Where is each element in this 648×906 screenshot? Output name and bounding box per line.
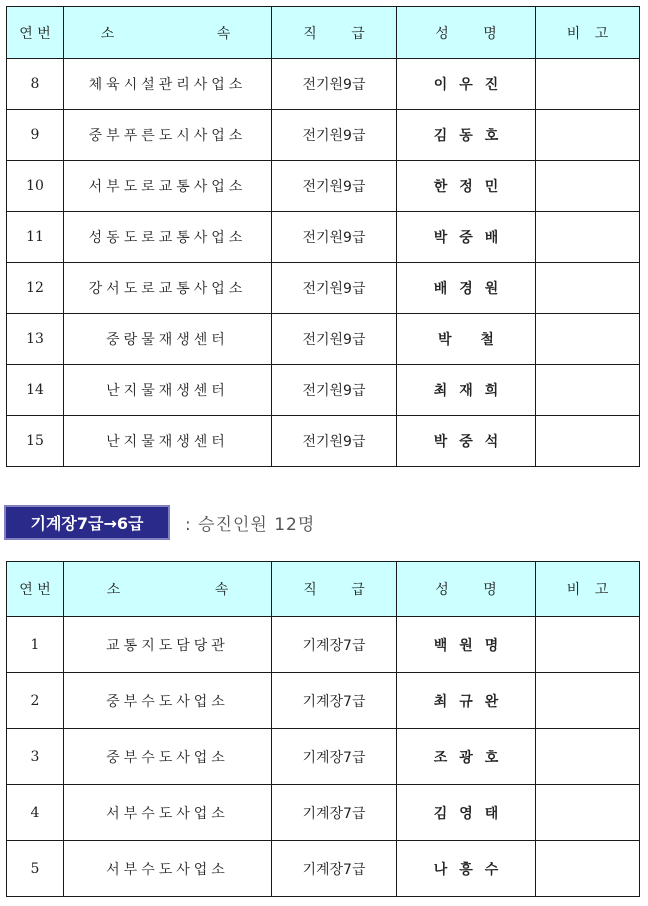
table-row — [7, 729, 640, 785]
header-note: 비 고 — [536, 7, 640, 59]
section-label-badge: 기계장7급→6급 — [4, 505, 170, 540]
cell-dept: 서부수도사업소 — [64, 785, 272, 841]
cell-dept: 서부수도사업소 — [64, 841, 272, 897]
cell-grade: 기계장7급 — [272, 785, 397, 841]
cell-name: 이우진 — [397, 59, 536, 110]
cell-no: 13 — [7, 314, 64, 365]
cell-grade: 전기원9급 — [272, 110, 397, 161]
cell-name: 나흥수 — [397, 841, 536, 897]
cell-grade: 전기원9급 — [272, 263, 397, 314]
cell-name: 박중석 — [397, 416, 536, 467]
cell-no: 4 — [7, 785, 64, 841]
cell-no: 2 — [7, 673, 64, 729]
table-row — [7, 365, 640, 416]
cell-name: 조광호 — [397, 729, 536, 785]
header-grade: 직 급 — [272, 7, 397, 59]
cell-note — [536, 365, 640, 416]
cell-name: 최규완 — [397, 673, 536, 729]
cell-dept: 체육시설관리사업소 — [64, 59, 272, 110]
cell-dept: 강서도로교통사업소 — [64, 263, 272, 314]
cell-note — [536, 841, 640, 897]
table-row — [7, 110, 640, 161]
cell-note — [536, 673, 640, 729]
cell-dept: 난지물재생센터 — [64, 416, 272, 467]
cell-name: 한정민 — [397, 161, 536, 212]
header-grade: 직 급 — [272, 562, 397, 617]
promotion-table-electric — [6, 6, 640, 467]
header-dept: 소 속 — [64, 7, 272, 59]
cell-dept: 중부푸른도시사업소 — [64, 110, 272, 161]
cell-grade: 기계장7급 — [272, 729, 397, 785]
cell-dept: 교통지도담당관 — [64, 617, 272, 673]
cell-name: 배경원 — [397, 263, 536, 314]
cell-grade: 전기원9급 — [272, 314, 397, 365]
cell-grade: 기계장7급 — [272, 617, 397, 673]
cell-no: 15 — [7, 416, 64, 467]
header-no: 연 번 — [7, 562, 64, 617]
cell-grade: 전기원9급 — [272, 59, 397, 110]
table-header-row — [7, 7, 640, 59]
cell-dept: 성동도로교통사업소 — [64, 212, 272, 263]
cell-no: 1 — [7, 617, 64, 673]
cell-no: 14 — [7, 365, 64, 416]
cell-grade: 전기원9급 — [272, 161, 397, 212]
cell-name: 백원명 — [397, 617, 536, 673]
cell-note — [536, 263, 640, 314]
cell-name: 김영태 — [397, 785, 536, 841]
table-row — [7, 673, 640, 729]
cell-dept: 중부수도사업소 — [64, 673, 272, 729]
cell-note — [536, 161, 640, 212]
cell-name: 김동호 — [397, 110, 536, 161]
header-note: 비 고 — [536, 562, 640, 617]
cell-grade: 기계장7급 — [272, 841, 397, 897]
cell-dept: 중랑물재생센터 — [64, 314, 272, 365]
cell-note — [536, 314, 640, 365]
cell-note — [536, 729, 640, 785]
cell-note — [536, 110, 640, 161]
table-row — [7, 212, 640, 263]
cell-name: 최재희 — [397, 365, 536, 416]
cell-note — [536, 212, 640, 263]
cell-name: 박 철 — [397, 314, 536, 365]
cell-dept: 난지물재생센터 — [64, 365, 272, 416]
header-dept: 소 속 — [64, 562, 272, 617]
cell-grade: 전기원9급 — [272, 416, 397, 467]
cell-grade: 전기원9급 — [272, 212, 397, 263]
cell-no: 9 — [7, 110, 64, 161]
cell-no: 5 — [7, 841, 64, 897]
table-row — [7, 617, 640, 673]
cell-no: 3 — [7, 729, 64, 785]
table-row — [7, 161, 640, 212]
table-row — [7, 263, 640, 314]
cell-no: 11 — [7, 212, 64, 263]
cell-no: 10 — [7, 161, 64, 212]
table-header-row — [7, 562, 640, 617]
cell-no: 12 — [7, 263, 64, 314]
cell-dept: 서부도로교통사업소 — [64, 161, 272, 212]
table-row — [7, 59, 640, 110]
cell-no: 8 — [7, 59, 64, 110]
table-row — [7, 841, 640, 897]
cell-note — [536, 59, 640, 110]
header-no: 연 번 — [7, 7, 64, 59]
cell-dept: 중부수도사업소 — [64, 729, 272, 785]
table-row — [7, 416, 640, 467]
cell-grade: 기계장7급 — [272, 673, 397, 729]
cell-note — [536, 416, 640, 467]
section-note: : 승진인원 12명 — [185, 515, 316, 535]
cell-grade: 전기원9급 — [272, 365, 397, 416]
promotion-table-mechanic — [6, 561, 640, 897]
cell-note — [536, 785, 640, 841]
header-name: 성 명 — [397, 562, 536, 617]
header-name: 성 명 — [397, 7, 536, 59]
table-row — [7, 785, 640, 841]
table-row — [7, 314, 640, 365]
cell-note — [536, 617, 640, 673]
cell-name: 박중배 — [397, 212, 536, 263]
